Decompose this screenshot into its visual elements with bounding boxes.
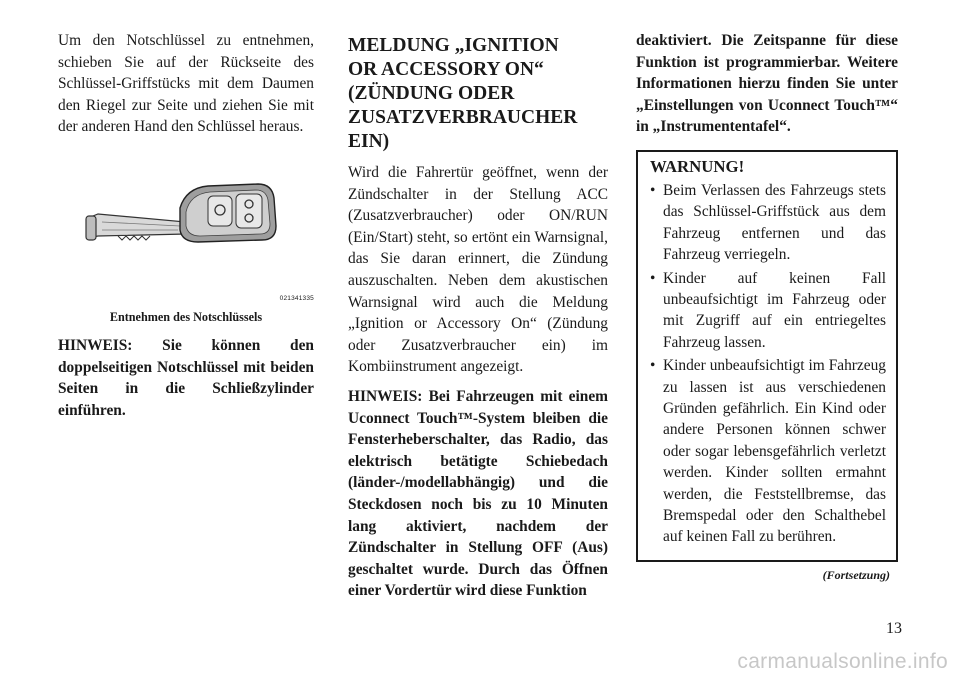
heading-line: MELDUNG „IGNITION bbox=[348, 35, 559, 56]
warning-list bbox=[650, 180, 886, 548]
continued-label: (Fortsetzung) bbox=[822, 567, 890, 582]
warning-item: • Kinder unbeaufsichtigt im Fahrzeug zu lassen ist aus verschiedenen Gründen gefährlich. Ein Kind oder andere Personen können schwer oder sogar lebensgefährlich verletzt werden. Kinder sollten ermahnt werden, die Feststellbremse, das Bremspedal oder den Schalthebel auf keinen Fall zu berühren. bbox=[650, 357, 886, 546]
figure-caption: Entnehmen des Notschlüssels bbox=[109, 309, 263, 324]
intro-paragraph: Um den Notschlüssel zu entnehmen, schieben Sie auf der Rückseite des Schlüssel-Griffstücks mit dem Daumen den Riegel zur Seite und ziehen Sie mit der anderen Hand den Schlüssel heraus. bbox=[58, 32, 314, 136]
bullet-icon: • bbox=[650, 181, 656, 199]
key-fob-figure bbox=[58, 178, 314, 306]
heading-line: EIN) bbox=[348, 131, 390, 152]
section-heading bbox=[348, 34, 608, 154]
right-column bbox=[636, 30, 898, 583]
key-fob-body-icon bbox=[180, 184, 276, 242]
page-number: 13 bbox=[886, 620, 902, 637]
note-paragraph: HINWEIS: Sie können den doppelseitigen Notschlüssel mit beiden Seiten in die Schließzylinder einführen. bbox=[58, 336, 314, 419]
heading-line: (ZÜNDUNG ODER bbox=[348, 83, 515, 104]
warning-item: • Kinder auf keinen Fall unbeaufsichtigt im Fahrzeug oder mit Zugriff auf ein entriegeltes Fahrzeug lassen. bbox=[650, 269, 886, 351]
note-paragraph: HINWEIS: Bei Fahrzeugen mit einem Uconnect Touch™-System bleiben die Fensterheberschalter, das Radio, das elektrisch betätigte Schiebedach (länder-/modellabhängig) und die Steckdosen noch bis zu 10 Minuten lang aktiviert, nachdem der Zündschalter in Stellung OFF (Aus) geschaltet wurde. Durch das Öffnen einer Vordertür wird diese Funktion bbox=[348, 387, 608, 600]
warning-box bbox=[636, 150, 898, 562]
warning-title: WARNUNG! bbox=[650, 156, 745, 176]
emergency-key-icon bbox=[86, 214, 186, 240]
body-paragraph: Wird die Fahrertür geöffnet, wenn der Zündschalter in der Stellung ACC (Zusatzverbraucher) oder ON/RUN (Ein/Start) steht, so ertönt ein Warnsignal, das Sie daran erinnert, die Zündung auszuschalten. Neben dem akustischen Warnsignal wird auch die Meldung „Ignition or Accessory On“ (Zündung oder Zusatzverbraucher ein) im Kombiinstrument angezeigt. bbox=[348, 164, 608, 376]
key-fob-illustration bbox=[58, 178, 314, 306]
heading-line: ZUSATZVERBRAUCHER bbox=[348, 107, 578, 128]
figure-code: 021341335 bbox=[279, 294, 314, 302]
bullet-icon: • bbox=[650, 357, 656, 375]
bullet-icon: • bbox=[650, 269, 656, 287]
heading-line: OR ACCESSORY ON“ bbox=[348, 59, 544, 80]
note-continuation: deaktiviert. Die Zeitspanne für diese Funktion ist programmierbar. Weitere Informationen hierzu finden Sie unter „Einstellungen von Uconnect Touch™“ in „Instrumententafel“. bbox=[636, 32, 898, 136]
warning-item: • Beim Verlassen des Fahrzeugs stets das Schlüssel-Griffstück aus dem Fahrzeug entfernen und das Fahrzeug verriegeln. bbox=[650, 181, 886, 264]
middle-column bbox=[348, 30, 608, 602]
left-column bbox=[58, 30, 314, 421]
watermark: carmanualsonline.info bbox=[737, 650, 948, 673]
